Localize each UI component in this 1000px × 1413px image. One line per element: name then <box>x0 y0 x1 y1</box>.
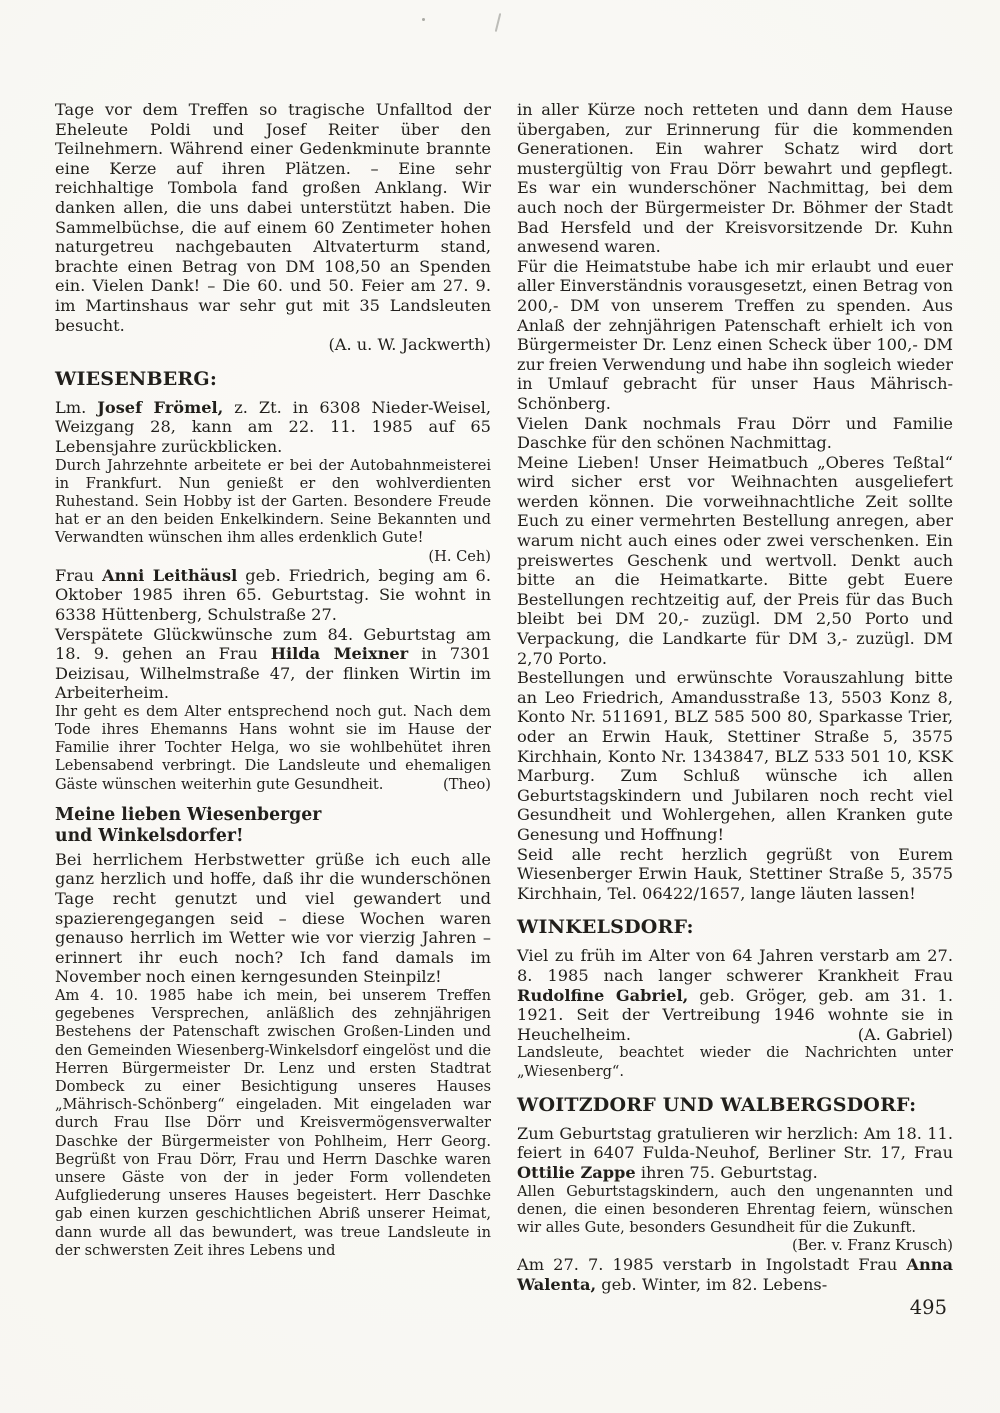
bold-name: Josef Frömel, <box>97 397 224 417</box>
paragraph <box>55 703 491 794</box>
paragraph <box>517 414 953 453</box>
text-run: Verspätete Glückwünsche zum 84. Geburtstag am 18. 9. gehen an Frau <box>55 624 491 664</box>
signature: (H. Ceh) <box>428 547 491 565</box>
text-run: Viel zu früh im Alter von 64 Jahren verstarb am 27. 8. 1985 nach langer schwerer Krankheit Frau <box>517 946 953 985</box>
text-run: Tage vor dem Treffen so tragische Unfalltod der Eheleute Poldi und Josef Reiter über den Teilnehmern. Während einer Gedenkminute brannte eine Kerze auf ihren Plätzen. – Eine sehr reichhaltige Tombola fand großen Anklang. Wir danken allen, die uns dabei unterstützt haben. Die Sammelbüchse, die auf einem 60 Zentimeter hohen naturgetreu nachgebauten Altvaterturm stand, brachte einen Betrag von DM 108,50 an Spenden ein. Vielen Dank! – Die 60. und 50. Feier am 27. 9. im Martinshaus war sehr gut mit 35 Landsleuten besucht. <box>55 100 491 335</box>
bold-name: Anna Walenta, <box>517 1255 953 1294</box>
text-run: Bei herrlichem Herbstwetter grüße ich euch alle ganz herzlich und hoffe, daß ihr die wunderschönen Tage recht genutzt und viel gewandert und spazierengegangen seid – diese Wochen waren genauso herrlich im Wetter wie vor vierzig Jahren – erinnert ihr euch noch? Ich fand damals im November noch einen kerngesunden Steinpilz! <box>55 849 491 987</box>
text-run: Landsleute, beachtet wieder die Nachrichten unter „Wiesenberg“. <box>517 1044 953 1080</box>
paragraph <box>517 946 953 1044</box>
paragraph <box>55 457 491 566</box>
text-column-left <box>55 100 491 1295</box>
paragraph <box>55 100 491 335</box>
text-run: z. Zt. in 6308 Nieder-Weisel, Weizgang 28, kann am 22. 11. 1985 auf 65 Lebensjahre zurückblicken. <box>55 397 491 456</box>
page-number: 495 <box>909 1296 947 1319</box>
paragraph <box>517 1183 953 1256</box>
section-heading: WIESENBERG: <box>55 367 218 390</box>
text-run: Zum Geburtstag gratulieren wir herzlich: Am 18. 11. feiert in 6407 Fulda-Neuhof, Berliner Str. 17, Frau <box>517 1123 953 1163</box>
bold-name: Hilda Meixner <box>270 644 409 664</box>
text-run: Am 27. 7. 1985 verstarb in Ingolstadt Frau <box>517 1255 907 1275</box>
text-run: Bestellungen und erwünschte Vorauszahlung bitte an Leo Friedrich, Amandusstraße 13, 5503 Konz 8, Konto Nr. 511691, BLZ 585 500 80, Sparkasse Trier, oder an Erwin Hauk, Stettiner Straße 5, 3575 Kirchhain, Konto Nr. 1343847, BLZ 533 501 10, KSK Marburg. Zum Schluß wünsche ich allen Geburtstagskindern und Jubilaren noch recht viel Gesundheit und Wohlergehen, allen Kranken gute Genesung und Hoffnung! <box>517 668 953 844</box>
scan-scratch-mark <box>495 13 502 32</box>
signature: (Theo) <box>443 775 491 793</box>
text-run: geb. Friedrich, beging am 6. Oktober 1985 ihren 65. Geburtstag. Sie wohnt in 6338 Hüttenberg, Schulstraße 27. <box>55 565 491 624</box>
text-column-right <box>517 100 953 1295</box>
text-run: Frau <box>55 565 103 585</box>
paragraph <box>517 453 953 669</box>
paragraph <box>55 987 491 1260</box>
scan-speckle <box>422 18 425 21</box>
text-run: Seid alle recht herzlich gegrüßt von Eurem Wiesenberger Erwin Hauk, Stettiner Straße 5, 3575 Kirchhain, Tel. 06422/1657, lange läuten lassen! <box>517 844 953 903</box>
text-run: Ihr geht es dem Alter entsprechend noch gut. Nach dem Tode ihres Ehemanns Hans wohnt sie im Hause der Familie ihrer Tochter Helga, wo sie wohlbehütet ihren Lebensabend verbringt. Die Landsleute und ehemaligen Gäste wünschen weiterhin gute Gesundheit. <box>55 702 491 793</box>
paragraph <box>517 845 953 904</box>
paragraph <box>517 1124 953 1183</box>
paragraph <box>517 1044 953 1080</box>
paragraph <box>517 1255 953 1294</box>
text-area <box>55 100 953 1295</box>
section-heading: WOITZDORF UND WALBERGSDORF: <box>517 1093 917 1116</box>
paragraph <box>55 850 491 987</box>
signature: (A. Gabriel) <box>857 1024 953 1044</box>
bold-name: Anni Leithäusl <box>102 565 238 585</box>
text-run: ihren 75. Geburtstag. <box>635 1162 818 1182</box>
subheading <box>55 805 491 848</box>
text-run: Am 4. 10. 1985 habe ich mein, bei unserem Treffen gegebenes Versprechen, anläßlich des zehnjährigen Bestehens der Patenschaft zwischen Großen-Linden und den Gemeinden Wiesenberg-Winkelsdorf eingelöst und die Herren Bürgermeister Dr. Lenz und ersten Stadtrat Dombeck zu einer Besichtigung unseres Hauses „Mährisch-Schönberg“ eingeladen. Mit eingeladen war durch Frau Ilse Dörr und Kreisvermögensverwalter Daschke der Bürgermeister von Pohlheim, Herr Georg. Begrüßt von Frau Dörr, Frau und Herrn Daschke waren unsere Gäste von der in jeder Form vollendeten Aufgliederung unseres Hauses begeistert. Herr Daschke gab einen kurzen geschichtlichen Abriß unserer Heimat, dann wurde all das bewundert, was treue Landsleute in der schwersten Zeit ihres Lebens und <box>55 987 491 1259</box>
paragraph <box>517 100 953 257</box>
paragraph <box>517 257 953 414</box>
subheading-line: und Winkelsdorfer! <box>55 826 244 847</box>
text-run: Allen Geburtstagskindern, auch den ungenannten und denen, die einen besonderen Ehrentag feiern, wünschen wir alles Gute, besonders Gesundheit für die Zukunft. <box>517 1182 953 1236</box>
section-heading: WINKELSDORF: <box>517 916 694 939</box>
text-run: Meine Lieben! Unser Heimatbuch „Oberes Teßtal“ wird sicher erst vor Weihnachten ausgeliefert werden können. Die vorweihnachtliche Zeit sollte Euch zu einer vermehrten Bestellung anregen, aber warum nicht auch eines oder zwei verschenken. Ein preiswertes Geschenk und wertvoll. Denkt auch bitte an die Heimatkarte. Bitte gebt Euere Bestellungen rechtzeitig auf, der Preis für das Buch bleibt bei DM 20,- zuzügl. DM 2,50 Porto und Verpackung, die Landkarte für DM 3,- zuzügl. DM 2,70 Porto. <box>517 452 953 668</box>
byline: (A. u. W. Jackwerth) <box>328 335 491 355</box>
subheading-line: Meine lieben Wiesenberger <box>55 804 322 825</box>
paragraph <box>517 668 953 844</box>
text-run: geb. Gröger, geb. am 31. 1. 1921. Seit der Vertreibung 1946 wohnte sie in Heuchelheim. <box>517 985 954 1044</box>
text-run: Für die Heimatstube habe ich mir erlaubt und euer aller Einverständnis vorausgesetzt, einen Betrag von 200,- DM von unserem Treffen zu spenden. Aus Anlaß der zehnjährigen Patenschaft erhielt ich von Bürgermeister Dr. Lenz einen Scheck über 100,- DM zur freien Verwendung und habe ihn sogleich wieder in Umlauf gebracht für unser Haus Mährisch-Schönberg. <box>517 256 953 413</box>
bold-name: Rudolfine Gabriel, <box>517 985 689 1005</box>
paragraph <box>55 625 491 703</box>
text-run: Lm. <box>55 397 98 417</box>
text-run: Durch Jahrzehnte arbeitete er bei der Autobahnmeisterei in Frankfurt. Nun genießt er den wohlverdienten Ruhestand. Sein Hobby ist der Garten. Besondere Freude hat er an den beiden Enkelkindern. Seine Bekannten und Verwandten wünschen ihm alles erdenklich Gute! <box>55 456 491 547</box>
text-run: geb. Winter, im 82. Lebens- <box>596 1274 828 1294</box>
paragraph <box>55 566 491 625</box>
text-run: in 7301 Deizisau, Wilhelmstraße 47, der flinken Wirtin im Arbeiterheim. <box>55 644 491 703</box>
text-run: Vielen Dank nochmals Frau Dörr und Familie Daschke für den schönen Nachmittag. <box>517 413 953 453</box>
signature: (Ber. v. Franz Krusch) <box>791 1237 953 1255</box>
paragraph <box>55 398 491 457</box>
bold-name: Ottilie Zappe <box>517 1162 636 1182</box>
text-run: in aller Kürze noch retteten und dann dem Hause übergaben, zur Erinnerung für die kommenden Generationen. Ein wahrer Schatz wird dort mustergültig von Frau Dörr bewahrt und gepflegt. Es war ein wunderschöner Nachmittag, bei dem auch noch der Bürgermeister Dr. Böhmer der Stadt Bad Hersfeld und der Kreisvorsitzende Dr. Kuhn anwesend waren. <box>517 100 953 257</box>
